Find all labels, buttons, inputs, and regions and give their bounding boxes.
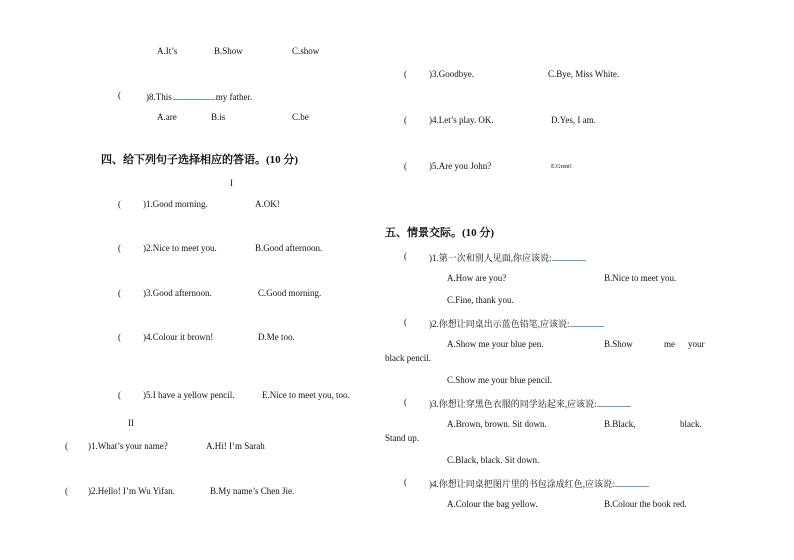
s4-p2-q1: )1.What’s your name? [88,441,168,451]
s5-q2-option-a: A.Show me your blue pen. [447,339,544,349]
s4-p2-q5-paren: ( [404,161,407,171]
s5-q4-option-a: A.Colour the bag yellow. [447,499,538,509]
s4-p2-ans-e: E.Grent! [551,164,572,170]
q7-option-c: C.show [292,46,320,56]
q7-option-a: A.It’s [157,46,178,56]
s4-p1-ans-a: A.OK! [255,199,280,209]
q8-option-b: B.is [211,112,226,122]
s5-q1-option-c: C.Fine, thank you. [447,295,514,305]
s4-p1-q4-paren: ( [118,332,121,342]
s4-p1-ans-d: D.Me too. [258,332,295,342]
s4-p1-ans-b: B.Good afternoon. [255,243,323,253]
q8-question [146,91,252,102]
s5-q3-blank[interactable] [597,398,631,407]
q8-suffix: my father. [215,92,253,102]
s4-p1-q5: )5.I have a yellow pencil. [143,390,235,400]
s4-p1-q2-paren: ( [118,243,121,253]
s4-p1-q1-paren: ( [118,199,121,209]
s4-p1-q3-paren: ( [118,288,121,298]
s5-q1-option-a: A.How are you? [447,273,507,283]
s4-p1-q2: )2.Nice to meet you. [143,243,217,253]
s5-q2-option-c: C.Show me your blue pencil. [447,375,552,385]
s5-q1-option-b: B.Nice to meet you. [604,273,677,283]
s4-p2-q3: )3.Goodbye. [429,69,474,79]
q8-blank[interactable] [173,91,215,100]
s5-q1 [429,252,586,263]
section5-title: 五、情景交际。(10 分) [385,227,495,239]
s5-q1-paren: ( [404,251,407,261]
s5-q2-option-b-cont: black pencil. [385,353,431,363]
q8-option-a: A.are [157,112,177,122]
s5-q3-option-a: A.Brown, brown. Sit down. [447,419,547,429]
s4-p1-q3: )3.Good afternoon. [143,288,212,298]
s4-p1-q5-paren: ( [118,390,121,400]
s5-q4 [429,478,649,489]
s5-q1-blank[interactable] [552,252,586,261]
s5-q4-blank[interactable] [615,478,649,487]
s4-p1-q1: )1.Good morning. [143,199,208,209]
q8-option-c: C.be [292,112,309,122]
s5-q3-option-b-cont: Stand up. [385,433,420,443]
s4-p2-ans-c: C.Bye, Miss White. [548,69,620,79]
q7-option-b: B.Show [214,46,243,56]
s5-q3-option-b-1: B.Black, [604,419,636,429]
q8-paren: ( [118,90,121,100]
s4-p1-ans-c: C.Good morning. [258,288,322,298]
s5-q4-option-b: B.Colour the book red. [604,499,687,509]
s5-q2 [429,318,604,329]
s5-q2-option-b-3: your [688,339,705,349]
s4-p2-ans-b: B.My name’s Chen Jie. [210,486,295,496]
s5-q2-option-b-1: B.Show [604,339,633,349]
s4-p2-ans-d: D.Yes, I am. [551,115,596,125]
s5-q4-paren: ( [404,477,407,487]
s5-q3-text: )3.你想让穿黑色衣服的同学站起来,应该说: [429,399,597,409]
s5-q3 [429,398,631,409]
s5-q2-option-b-2: me [664,339,675,349]
s4-p1-q4: )4.Colour it brown! [143,332,214,342]
s4-p2-q2: )2.Hello! I’m Wu Yifan. [88,486,175,496]
s5-q2-text: )2.你想让同桌出示蓝色铅笔,应该说: [429,319,570,329]
s5-q3-paren: ( [404,397,407,407]
s4-p2-q5: )5.Are you John? [429,161,492,171]
s4-p1-ans-e: E.Nice to meet you, too. [262,390,350,400]
s5-q3-option-b-2: black. [680,419,702,429]
s4-p2-q4: )4.Let’s play. OK. [429,115,494,125]
s5-q2-paren: ( [404,317,407,327]
q8-prefix: )8.This [146,92,172,102]
s5-q4-text: )4.你想让同桌把图片里的书包涂成红色,应该说: [429,479,615,489]
s4-p2-q3-paren: ( [404,69,407,79]
s4-p2-q1-paren: ( [65,441,68,451]
s5-q1-text: )1.第一次和别人见面,你应该说: [429,253,552,263]
s5-q2-blank[interactable] [570,318,604,327]
s4-p2-ans-a: A.Hi! I’m Sarah [206,441,265,451]
s5-q3-option-c: C.Black, black. Sit down. [447,455,540,465]
s4-p2-q2-paren: ( [65,486,68,496]
part2-label: II [128,418,134,428]
part1-label: I [230,178,233,188]
s4-p2-q4-paren: ( [404,115,407,125]
section4-title: 四、给下列句子选择相应的答语。(10 分) [101,154,299,166]
